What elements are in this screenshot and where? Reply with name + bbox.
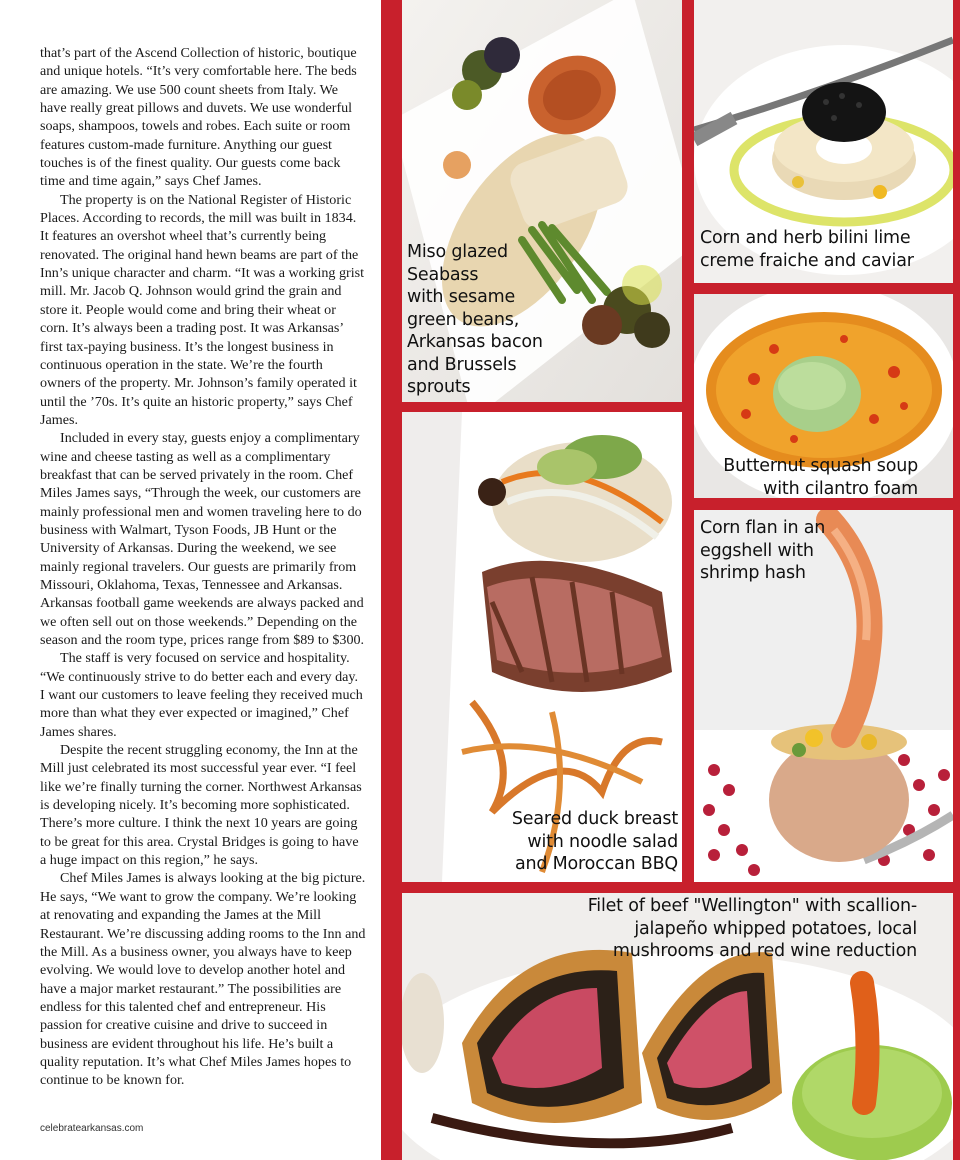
photo-bilini bbox=[694, 0, 953, 283]
photo-soup bbox=[694, 294, 953, 498]
photo-wellington bbox=[402, 893, 953, 1160]
footer-url: celebratearkansas.com bbox=[40, 1123, 144, 1134]
caption-duck: Seared duck breast with noodle salad and Moroccan BBQ bbox=[511, 809, 678, 874]
article-paragraph: Chef Miles James is always looking at the big picture. He says, “We want to grow the company. We’re looking at renovating and expanding the James at the Mill Restaurant. We’re discussing adding rooms to the Inn and the Mill. As a business owner, you always have to keep evolving. We would love to develop another hotel and have a major market restaurant.” The possibilities are endless for this talented chef and entrepreneur. His passion for creative cuisine and drive to succeed in business are evident throughout his life. He’s built a quality reputation. It’s what Chef Miles James hopes to continue to be known for. bbox=[40, 870, 366, 1089]
photo-flan bbox=[694, 510, 953, 882]
caption-flan: Corn flan in an eggshell with shrimp hash bbox=[700, 518, 826, 583]
photo-seabass bbox=[402, 0, 682, 402]
article-body bbox=[40, 44, 366, 1090]
article-paragraph: The staff is very focused on service and hospitality. “We continuously strive to do better each and every day. I want our customers to leave feeling they received much more than what they ever expected or imagined,” Chef James shares. bbox=[40, 650, 363, 740]
article-paragraph: Included in every stay, guests enjoy a complimentary wine and cheese tasting as well as a complimentary breakfast that can be served privately in the room. Chef Miles James says, “Through the week, our customers are mainly professional men and women traveling here to do business with Walmart, Tyson Foods, JB Hunt or the University of Arkansas. During the weekend, we see mainly regional travelers. Our guests are primarily from Missouri, Oklahoma, Texas, Tennessee and Arkansas. Arkansas football game weekends are always packed and we often sell out on those weekends.” Depending on the season and the room type, prices range from $89 to $300. bbox=[40, 430, 365, 648]
article-paragraph: The property is on the National Register of Historic Places. According to records, the mill was built in 1834. It features an overshot wheel that’s currently being renovated. The original hand hewn beams are part of the Inn’s unique character and charm. “It was a working grist mill. Mr. Jacob Q. Johnson would grind the grain and store it. People would come and bring their wheat or corn. It’s always been a trading post. It was Arkansas’ first tax-paying business. It’s the longest business in continuous operation in the state. We’re the fourth owners of the property. Mr. Johnson’s family operated it until the ’70s. It’s quite an historic property,” says Chef James. bbox=[40, 191, 365, 428]
article-paragraph: Despite the recent struggling economy, the Inn at the Mill just celebrated its most successful year ever. “I feel like we’re finally turning the corner. Northwest Arkansas is developing nicely. It’s becoming more sophisticated. There’s more culture. I think the next 10 years are going to be great for this area. Crystal Bridges is going to have a huge impact on this region,” he says. bbox=[40, 742, 362, 869]
article-paragraph: that’s part of the Ascend Collection of historic, boutique and unique hotels. “It’s very comfortable here. The beds are amazing. We use 500 count sheets from Italy. We have really great pillows and duvets. We use wonderful soaps, shampoos, towels and robes. Each suite or room features custom-made furniture. Anything our guest touches is of the finest quality. Our guests come back time and time again,” says Chef James. bbox=[40, 45, 357, 190]
caption-wellington: Filet of beef "Wellington" with scallion- jalapeño whipped potatoes, local mushrooms and red wine reduction bbox=[587, 896, 917, 961]
photo-grid bbox=[381, 0, 960, 1160]
caption-soup: Butternut squash soup with cilantro foam bbox=[723, 456, 918, 498]
caption-bilini: Corn and herb bilini lime creme fraiche and caviar bbox=[700, 228, 914, 271]
caption-seabass: Miso glazed Seabass with sesame green beans, Arkansas bacon and Brussels sprouts bbox=[407, 242, 543, 397]
photo-duck bbox=[402, 412, 682, 882]
